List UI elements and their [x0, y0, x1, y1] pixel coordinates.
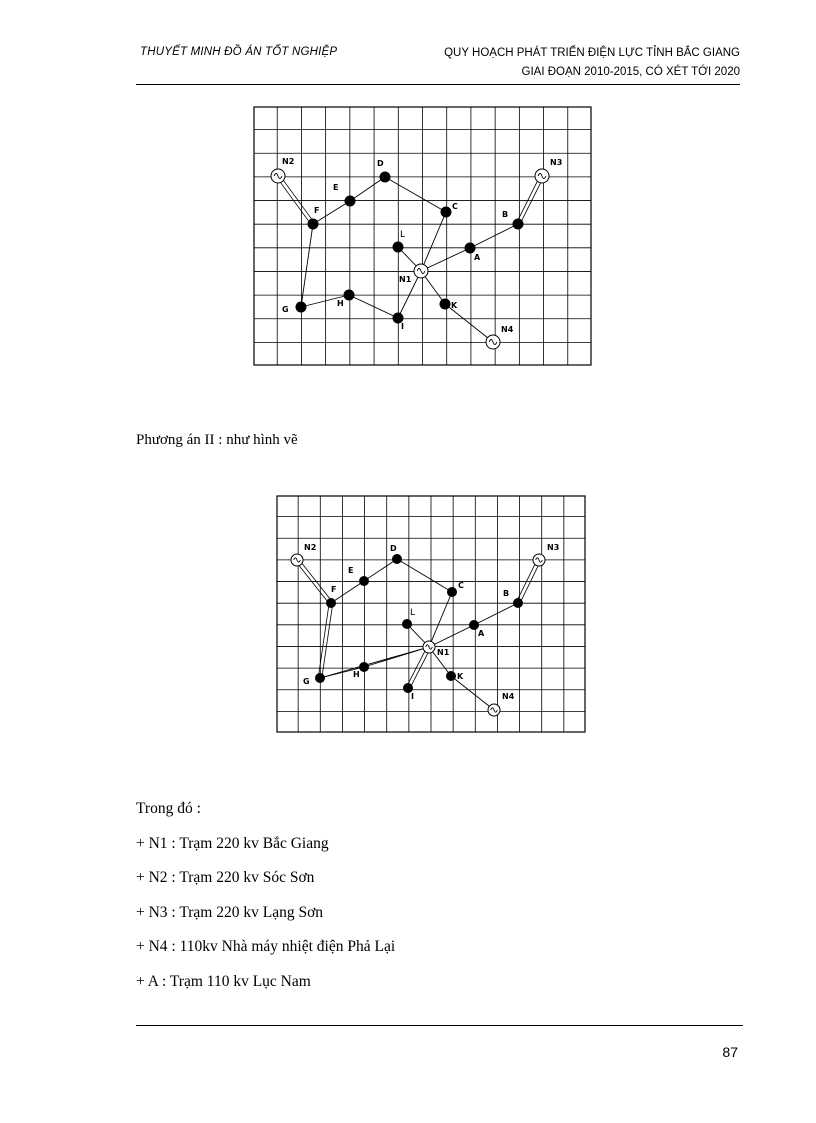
node-label-B: B — [503, 589, 510, 598]
node-label-A: A — [478, 629, 485, 638]
load-C-dot — [441, 207, 452, 218]
node-label-H: H — [337, 299, 344, 308]
load-B-dot — [513, 598, 523, 608]
option-2-caption: Phương án II : như hình vẽ — [136, 432, 298, 448]
load-F-dot — [308, 219, 319, 230]
node-label-D: D — [377, 159, 384, 168]
node-label-C: C — [458, 581, 464, 590]
node-label-B: B — [502, 210, 509, 219]
line-N1-A — [429, 625, 474, 647]
line-D-C — [385, 177, 446, 212]
node-label-I: I — [401, 322, 404, 331]
diagram-1-canvas — [253, 106, 592, 366]
load-K-dot — [440, 299, 451, 310]
node-label-C: C — [452, 202, 458, 211]
node-label-A: A — [474, 253, 481, 262]
load-D-dot — [380, 172, 391, 183]
legend-item-n1: + N1 : Trạm 220 kv Bắc Giang — [136, 834, 329, 852]
page-number: 87 — [722, 1044, 738, 1060]
header-divider — [136, 84, 740, 85]
network-diagram-option-2 — [276, 495, 586, 733]
line-A-B — [470, 224, 518, 248]
load-H-dot — [359, 662, 369, 672]
node-label-F: F — [331, 585, 337, 594]
legend-item-n4: + N4 : 110kv Nhà máy nhiệt điện Phả Lại — [136, 938, 396, 955]
footer-divider — [136, 1025, 743, 1026]
node-label-G: G — [303, 677, 310, 686]
line-G-N1 — [320, 647, 429, 678]
line-K-N4 — [451, 676, 494, 710]
legend-item-n3: + N3 : Trạm 220 kv Lạng Sơn — [136, 903, 324, 921]
header-left-title: THUYẾT MINH ĐỒ ÁN TỐT NGHIỆP — [140, 46, 338, 58]
node-label-G: G — [282, 305, 289, 314]
line-D-E — [364, 559, 397, 581]
node-label-K: K — [451, 301, 458, 310]
node-label-L: L — [410, 608, 416, 618]
node-label-N2: N2 — [304, 543, 317, 552]
line-A-B — [474, 603, 518, 625]
load-H-dot — [344, 290, 355, 301]
double-line-N2-F — [279, 175, 314, 223]
load-B-dot — [513, 219, 524, 230]
grid — [254, 107, 591, 365]
line-C-N1 — [429, 592, 452, 647]
line-D-C — [397, 559, 452, 592]
legend-title: Trong đó : — [136, 800, 201, 817]
load-L-dot — [393, 242, 404, 253]
line-D-E — [350, 177, 385, 201]
node-label-L: L — [400, 230, 406, 240]
legend-item-n2: + N2 : Trạm 220 kv Sóc Sơn — [136, 869, 315, 886]
load-K-dot — [446, 671, 456, 681]
load-C-dot — [447, 587, 457, 597]
grid — [277, 496, 585, 732]
double-line-N2-F — [296, 561, 330, 604]
node-label-N1: N1 — [437, 648, 450, 657]
connections — [277, 175, 544, 342]
node-label-N3: N3 — [550, 158, 563, 167]
node-label-I: I — [411, 692, 414, 701]
line-N1-A — [421, 248, 470, 271]
node-label-E: E — [348, 566, 354, 575]
line-H-I — [349, 295, 398, 318]
double-line-B-N3 — [516, 175, 540, 223]
nodes — [271, 157, 562, 349]
load-G-dot — [296, 302, 307, 313]
node-label-H: H — [353, 670, 360, 679]
header-right-title — [444, 44, 740, 82]
load-L-dot — [402, 619, 412, 629]
node-label-N1: N1 — [399, 275, 412, 284]
node-label-N2: N2 — [282, 157, 295, 166]
header-right-line1: QUY HOẠCH PHÁT TRIỂN ĐIỆN LỰC TỈNH BẮC GIANG — [444, 47, 740, 59]
line-C-N1 — [421, 212, 446, 271]
header-right-line2: GIAI ĐOẠN 2010-2015, CÓ XÉT TỚI 2020 — [521, 66, 740, 78]
load-D-dot — [392, 554, 402, 564]
load-A-dot — [465, 243, 476, 254]
double-line-B-N3 — [520, 561, 541, 604]
load-G-dot — [315, 673, 325, 683]
node-label-N3: N3 — [547, 543, 560, 552]
node-label-D: D — [390, 544, 397, 553]
network-diagram-option-1 — [253, 106, 592, 366]
legend-item-a: + A : Trạm 110 kv Lục Nam — [136, 972, 311, 990]
line-F-G — [301, 224, 313, 307]
node-label-N4: N4 — [501, 325, 514, 334]
load-E-dot — [345, 196, 356, 207]
diagram-2-canvas — [276, 495, 586, 733]
load-E-dot — [359, 576, 369, 586]
node-label-K: K — [457, 672, 464, 681]
node-label-E: E — [333, 183, 339, 192]
load-F-dot — [326, 598, 336, 608]
legend — [136, 800, 395, 1007]
double-line-N2-F — [298, 559, 332, 602]
double-line-N2-F — [277, 177, 312, 225]
node-label-N4: N4 — [502, 692, 515, 701]
node-label-F: F — [314, 206, 320, 215]
